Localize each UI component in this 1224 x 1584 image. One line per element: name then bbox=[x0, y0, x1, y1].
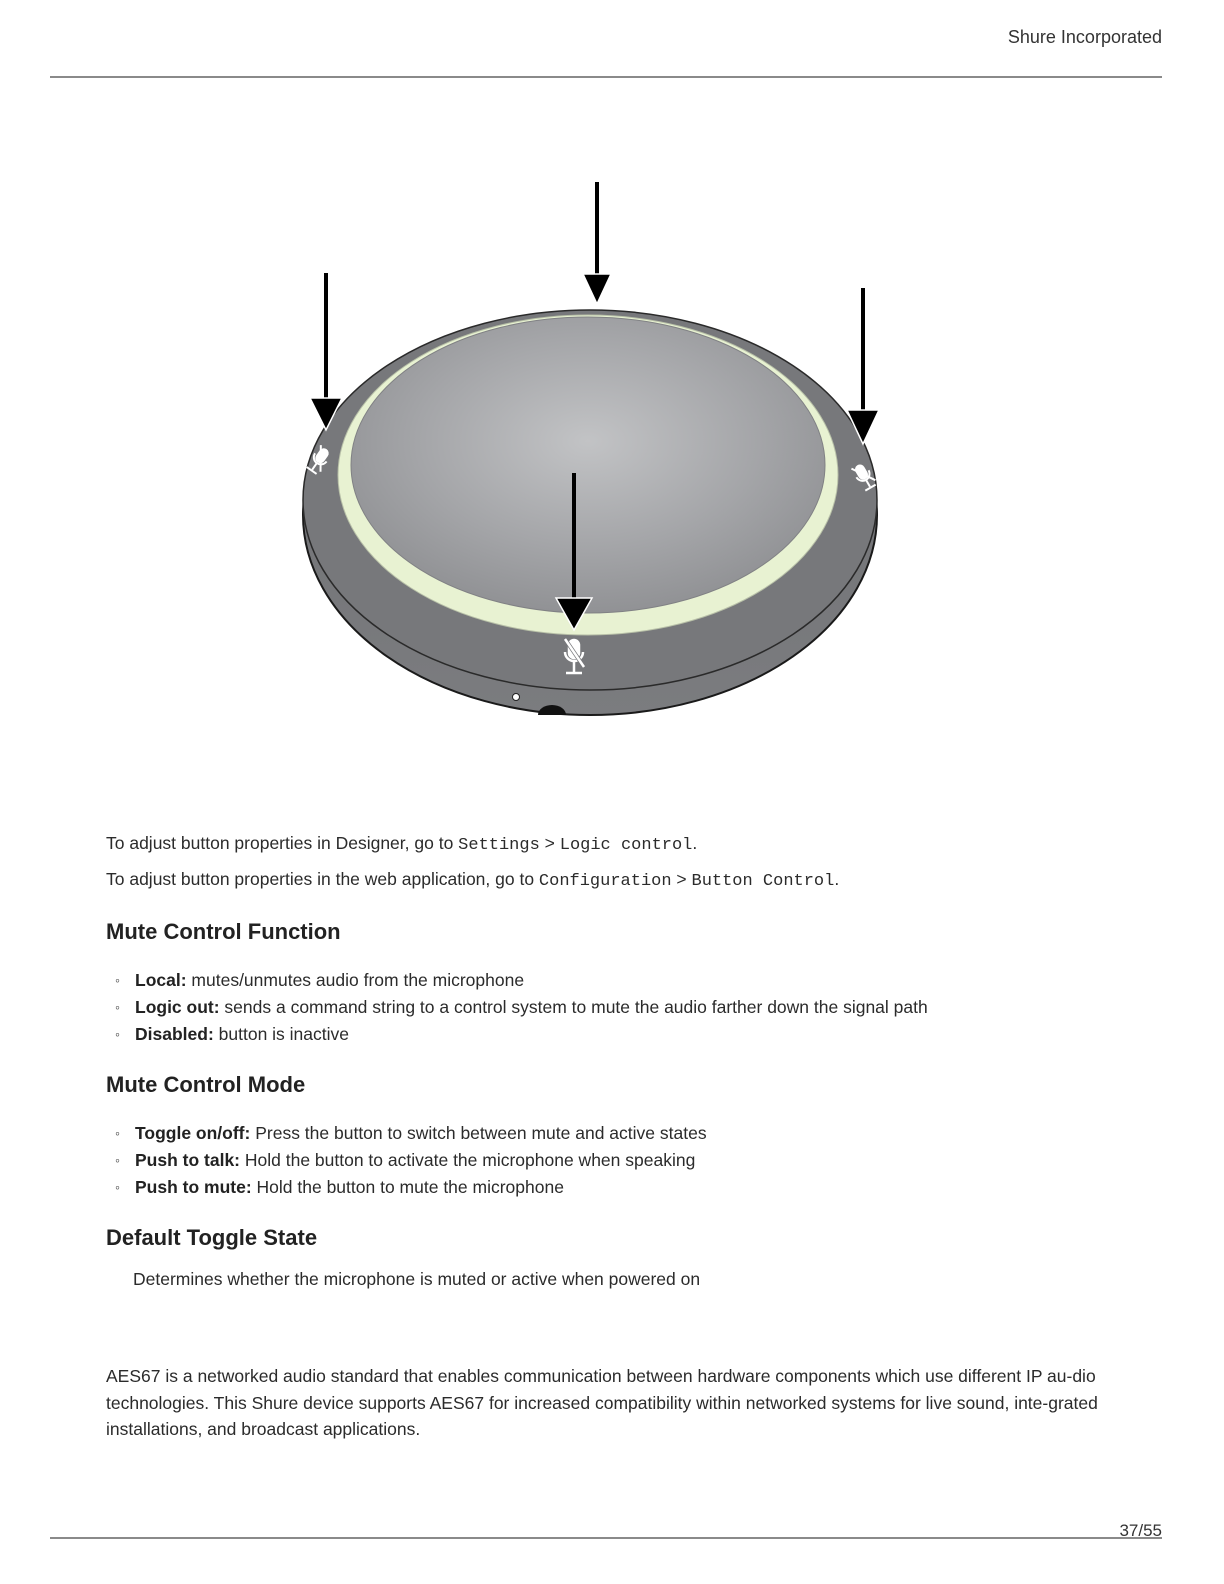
designer-nav-period: . bbox=[692, 833, 698, 853]
page-number: 37/55 bbox=[1119, 1521, 1162, 1540]
arrow-top bbox=[583, 182, 611, 304]
arrow-right bbox=[847, 288, 879, 444]
list-item bbox=[106, 1021, 1106, 1048]
option-term: Logic out: bbox=[135, 997, 220, 1017]
option-term: Push to mute: bbox=[135, 1177, 252, 1197]
webapp-nav-instruction bbox=[106, 866, 1106, 892]
webapp-path-separator: > bbox=[671, 869, 692, 889]
webapp-nav-text: To adjust button properties in the web application, go to bbox=[106, 869, 539, 889]
webapp-path-configuration: Configuration bbox=[538, 872, 672, 891]
list-item bbox=[106, 994, 1106, 1021]
option-description: sends a command string to a control system to mute the audio farther down the signal path bbox=[219, 997, 928, 1017]
arrow-left bbox=[310, 273, 342, 430]
bullet-icon: ◦ bbox=[115, 972, 120, 988]
webapp-path-button-control: Button Control bbox=[691, 872, 835, 891]
default-toggle-state-description: Determines whether the microphone is muted or active when powered on bbox=[133, 1269, 701, 1289]
option-term: Toggle on/off: bbox=[135, 1123, 251, 1143]
designer-nav-instruction bbox=[106, 830, 1106, 856]
option-term: Push to talk: bbox=[135, 1150, 241, 1170]
bullet-icon: ◦ bbox=[115, 1152, 120, 1168]
option-term: Disabled: bbox=[135, 1024, 214, 1044]
header-divider bbox=[50, 76, 1162, 78]
header-company-name: Shure Incorporated bbox=[1007, 27, 1162, 47]
bullet-icon: ◦ bbox=[115, 1026, 120, 1042]
bullet-icon: ◦ bbox=[115, 1125, 120, 1141]
designer-path-logic-control: Logic control bbox=[559, 836, 693, 855]
option-description: mutes/unmutes audio from the microphone bbox=[186, 970, 525, 990]
option-term: Local: bbox=[135, 970, 187, 990]
designer-path-settings: Settings bbox=[458, 836, 540, 855]
list-item bbox=[106, 1147, 1106, 1174]
mute-control-mode-list bbox=[106, 1120, 1106, 1201]
default-toggle-state-heading: Default Toggle State bbox=[106, 1225, 318, 1250]
designer-path-separator: > bbox=[539, 833, 560, 853]
designer-nav-text: To adjust button properties in Designer, go to bbox=[106, 833, 459, 853]
bullet-icon: ◦ bbox=[115, 1179, 120, 1195]
option-description: Hold the button to activate the microphone when speaking bbox=[240, 1150, 696, 1170]
option-description: Press the button to switch between mute and active states bbox=[250, 1123, 707, 1143]
microphone-illustration bbox=[290, 170, 900, 730]
list-item bbox=[106, 1120, 1106, 1147]
page-content bbox=[106, 830, 1106, 1443]
option-description: button is inactive bbox=[213, 1024, 349, 1044]
dome-top bbox=[351, 317, 825, 613]
footer-divider bbox=[50, 1537, 1162, 1539]
mute-control-mode-heading: Mute Control Mode bbox=[106, 1072, 306, 1097]
aes67-paragraph: AES67 is a networked audio standard that enables communication between hardware components which use different IP au-dio technologies. This Shure device supports AES67 for increased compatibility within networked systems for live sound, inte-grated installations, and broadcast applications. bbox=[106, 1366, 1098, 1439]
webapp-nav-period: . bbox=[834, 869, 840, 889]
mute-control-function-list bbox=[106, 967, 1106, 1048]
bullet-icon: ◦ bbox=[115, 999, 120, 1015]
indicator-hole bbox=[513, 694, 520, 701]
list-item bbox=[106, 967, 1106, 994]
list-item bbox=[106, 1174, 1106, 1201]
option-description: Hold the button to mute the microphone bbox=[251, 1177, 564, 1197]
mute-control-function-heading: Mute Control Function bbox=[106, 919, 341, 944]
